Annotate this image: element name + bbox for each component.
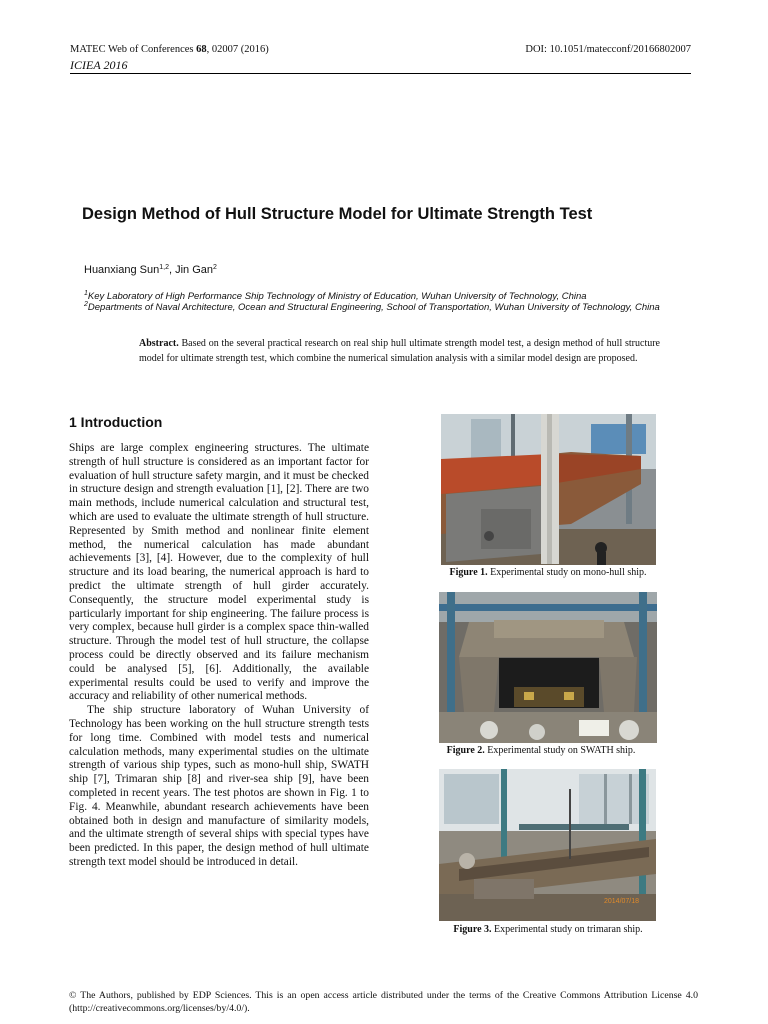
- affiliation-mark: 1: [84, 290, 88, 297]
- body-text: [69, 442, 369, 870]
- author-separator: ,: [168, 264, 176, 276]
- conference-name: ICIEA 2016: [70, 58, 128, 72]
- abstract-text: Based on the several practical research on real ship hull ultimate strength model test, a design method of hull structure model for ultimate strength test, which combine the numerical simulation analysis with a similar model design are proposed.: [139, 338, 660, 364]
- section-heading: 1 Introduction: [69, 414, 163, 430]
- figure-1-photo: [441, 414, 656, 565]
- abstract: [139, 336, 660, 366]
- author-list: [84, 264, 217, 276]
- trimaran-lab-photo: [439, 769, 656, 921]
- journal-volume: 68: [196, 44, 207, 55]
- figure-3-caption: [433, 924, 663, 935]
- journal-article: , 02007 (2016): [206, 44, 269, 55]
- swath-lab-photo: [439, 592, 657, 743]
- journal-header: [70, 44, 269, 55]
- figure-caption-text: Experimental study on mono-hull ship.: [487, 567, 647, 578]
- doi-link[interactable]: DOI: 10.1051/matecconf/20166802007: [525, 44, 691, 55]
- figure-label: Figure 1.: [449, 567, 488, 578]
- affiliation-mark: 2: [84, 301, 88, 308]
- affiliation-text: Departments of Naval Architecture, Ocean and Structural Engineering, School of Transportation, Wuhan University of Technology, China: [87, 302, 660, 313]
- figure-2-photo: [439, 592, 657, 743]
- mono-hull-lab-photo: [441, 414, 656, 565]
- figure-label: Figure 2.: [446, 745, 485, 756]
- figure-1-caption: [433, 567, 663, 578]
- license-footer: © The Authors, published by EDP Sciences. This is an open access article distributed under the terms of the Creative Commons Attribution License 4.0 (http://creativecommons.org/licenses/by/4.0/).: [69, 990, 698, 1014]
- figure-3-photo: [439, 769, 656, 921]
- figure-caption-text: Experimental study on SWATH ship.: [484, 745, 636, 756]
- paper-title: Design Method of Hull Structure Model for Ultimate Strength Test: [82, 205, 593, 223]
- author-affiliation-mark: 2: [213, 264, 217, 271]
- photo-date-stamp: 2014/07/18: [604, 898, 640, 905]
- figure-label: Figure 3.: [453, 924, 492, 935]
- author-name: Jin Gan: [175, 264, 214, 276]
- header-rule: [70, 73, 691, 74]
- affiliation: [84, 301, 724, 313]
- abstract-label: Abstract.: [139, 338, 179, 349]
- affiliation-text: Key Laboratory of High Performance Ship Technology of Ministry of Education, Wuhan University of Technology, China: [87, 291, 587, 302]
- paragraph: The ship structure laboratory of Wuhan University of Technology has been working on the hull structure strength tests for long time. Combined with model tests and numerical calculation methods, many experimental studies on the ultimate strength of various ship types, such as mono-hull ship, SWATH ship [7], Trimaran ship [8] and river-sea ship [9], have been completed in recent years. The test photos are shown in Fig. 1 to Fig. 4. Meanwhile, abundant research achievements have been obtained both in design and manufacture of similarity models, and the ultimate strength of several ships with special types have been predicted. In this paper, the design method of hull ultimate strength text model should be introduced in detail.: [69, 704, 369, 868]
- figure-2-caption: [426, 745, 656, 756]
- paragraph: Ships are large complex engineering structures. The ultimate strength of hull structure is considered as an important factor for evaluation of hull structure safety margin, and it must be checked in structure design and strength evaluation [1], [2]. There are two main methods, include numerical calculation and structural test, which are used to evaluate the ultimate strength of hull structure. Represented by Smith method and nonlinear finite element method, the numerical calculation has made abundant achievements [3], [4]. However, due to the complexity of hull structure and its load bearing, the numerical approach is hard to predict the ultimate strength of hull girder accurately. Consequently, the structure model experimental study is particularly important for ship engineering. The failure process is very complex, because hull girder is a complex space thin-walled structure. Through the model test of hull structure, the collapse process could be directly observed and its failure mechanism could be analysed [5], [6]. Additionally, the available experimental results could be used to verify and improve the accuracy and reliability of other numerical methods.: [69, 442, 369, 703]
- journal-name: MATEC Web of Conferences: [70, 44, 197, 55]
- author-affiliation-mark: 1,2: [159, 264, 169, 271]
- author-name: Huanxiang Sun: [84, 264, 160, 276]
- figure-caption-text: Experimental study on trimaran ship.: [491, 924, 643, 935]
